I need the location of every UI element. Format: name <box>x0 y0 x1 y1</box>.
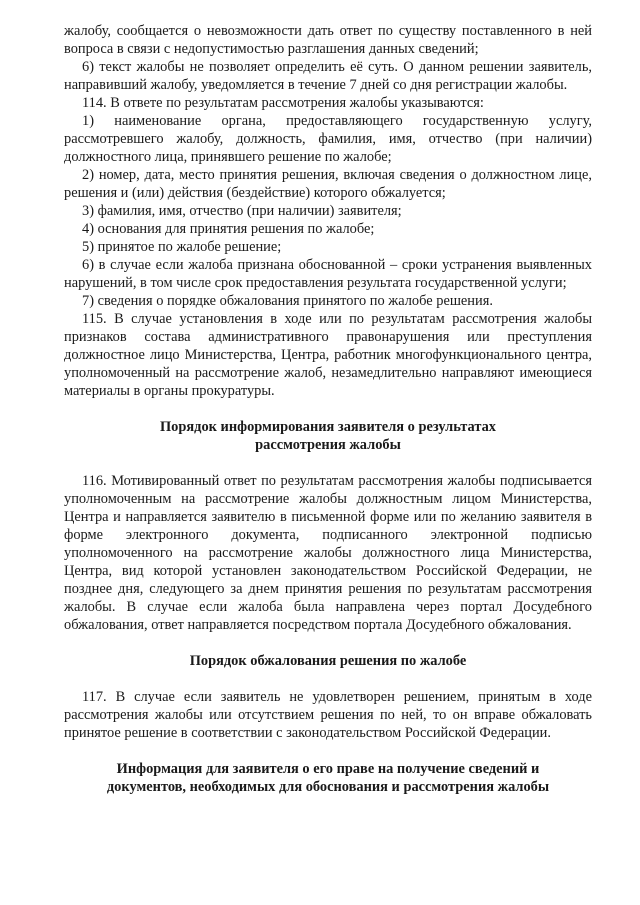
list-item-2: 2) номер, дата, место принятия решения, включая сведения о должностном лице, решения и (или) действия (бездействие) которого обжалуется; <box>64 167 592 201</box>
section-heading-appeal <box>64 652 592 670</box>
list-item-7: 7) сведения о порядке обжалования принятого по жалобе решения. <box>82 293 493 309</box>
paragraph-item-6: 6) текст жалобы не позволяет определить её суть. О данном решении заявитель, направивший жалобу, уведомляется в течение 7 дней со дня регистрации жалобы. <box>64 59 592 93</box>
list-item-1: 1) наименование органа, предоставляющего государственную услугу, рассмотревшего жалобу, должность, фамилия, имя, отчество (при наличии) должностного лица, принявшего решение по жалобе; <box>64 113 592 165</box>
paragraph-116: 116. Мотивированный ответ по результатам рассмотрения жалобы подписывается уполномоченным на рассмотрение жалобы должностным лицом Министерства, Центра и направляется заявителю в письменной форме или по желанию заявителя в форме электронного документа, подписанного электронной подписью уполномоченного на рассмотрение жалобы должностного лица Министерства, Центра, вид которой установлен законодательством Российской Федерации, не позднее дня, следующего за днем принятия решения по результатам рассмотрения жалобы. В случае если жалоба была направлена через портал Досудебного обжалования, ответ направляется посредством портала Досудебного обжалования. <box>64 473 592 633</box>
heading-line: документов, необходимых для обоснования и рассмотрения жалобы <box>106 779 550 795</box>
heading-line: рассмотрения жалобы <box>255 437 401 453</box>
paragraph-117: 117. В случае если заявитель не удовлетворен решением, принятым в ходе рассмотрения жалобы или отсутствием решения по ней, то он вправе обжаловать принятое решение в соответствии с законодательством Российской Федерации. <box>64 689 592 741</box>
paragraph-114: 114. В ответе по результатам рассмотрения жалобы указываются: <box>82 95 484 111</box>
heading-line: Порядок обжалования решения по жалобе <box>189 653 467 669</box>
section-heading-information <box>64 760 592 796</box>
list-item-3: 3) фамилия, имя, отчество (при наличии) заявителя; <box>82 203 402 219</box>
paragraph-continuation: жалобу, сообщается о невозможности дать ответ по существу поставленного в ней вопроса в связи с недопустимостью разглашения данных сведений; <box>64 23 592 57</box>
list-item-6: 6) в случае если жалоба признана обоснованной – сроки устранения выявленных нарушений, в том числе срок предоставления результата государственной услуги; <box>64 257 592 291</box>
paragraph-115: 115. В случае установления в ходе или по результатам рассмотрения жалобы признаков состава административного правонарушения или преступления должностное лицо Министерства, Центра, работник многофункционального центра, уполномоченный на рассмотрение жалоб, незамедлительно направляют имеющиеся материалы в органы прокуратуры. <box>64 311 592 399</box>
heading-line: Порядок информирования заявителя о результатах <box>159 419 496 435</box>
list-item-4: 4) основания для принятия решения по жалобе; <box>82 221 375 237</box>
section-heading-informing <box>64 418 592 454</box>
list-item-5: 5) принятое по жалобе решение; <box>82 239 282 255</box>
heading-line: Информация для заявителя о его праве на получение сведений и <box>116 761 540 777</box>
document-page <box>64 22 592 796</box>
